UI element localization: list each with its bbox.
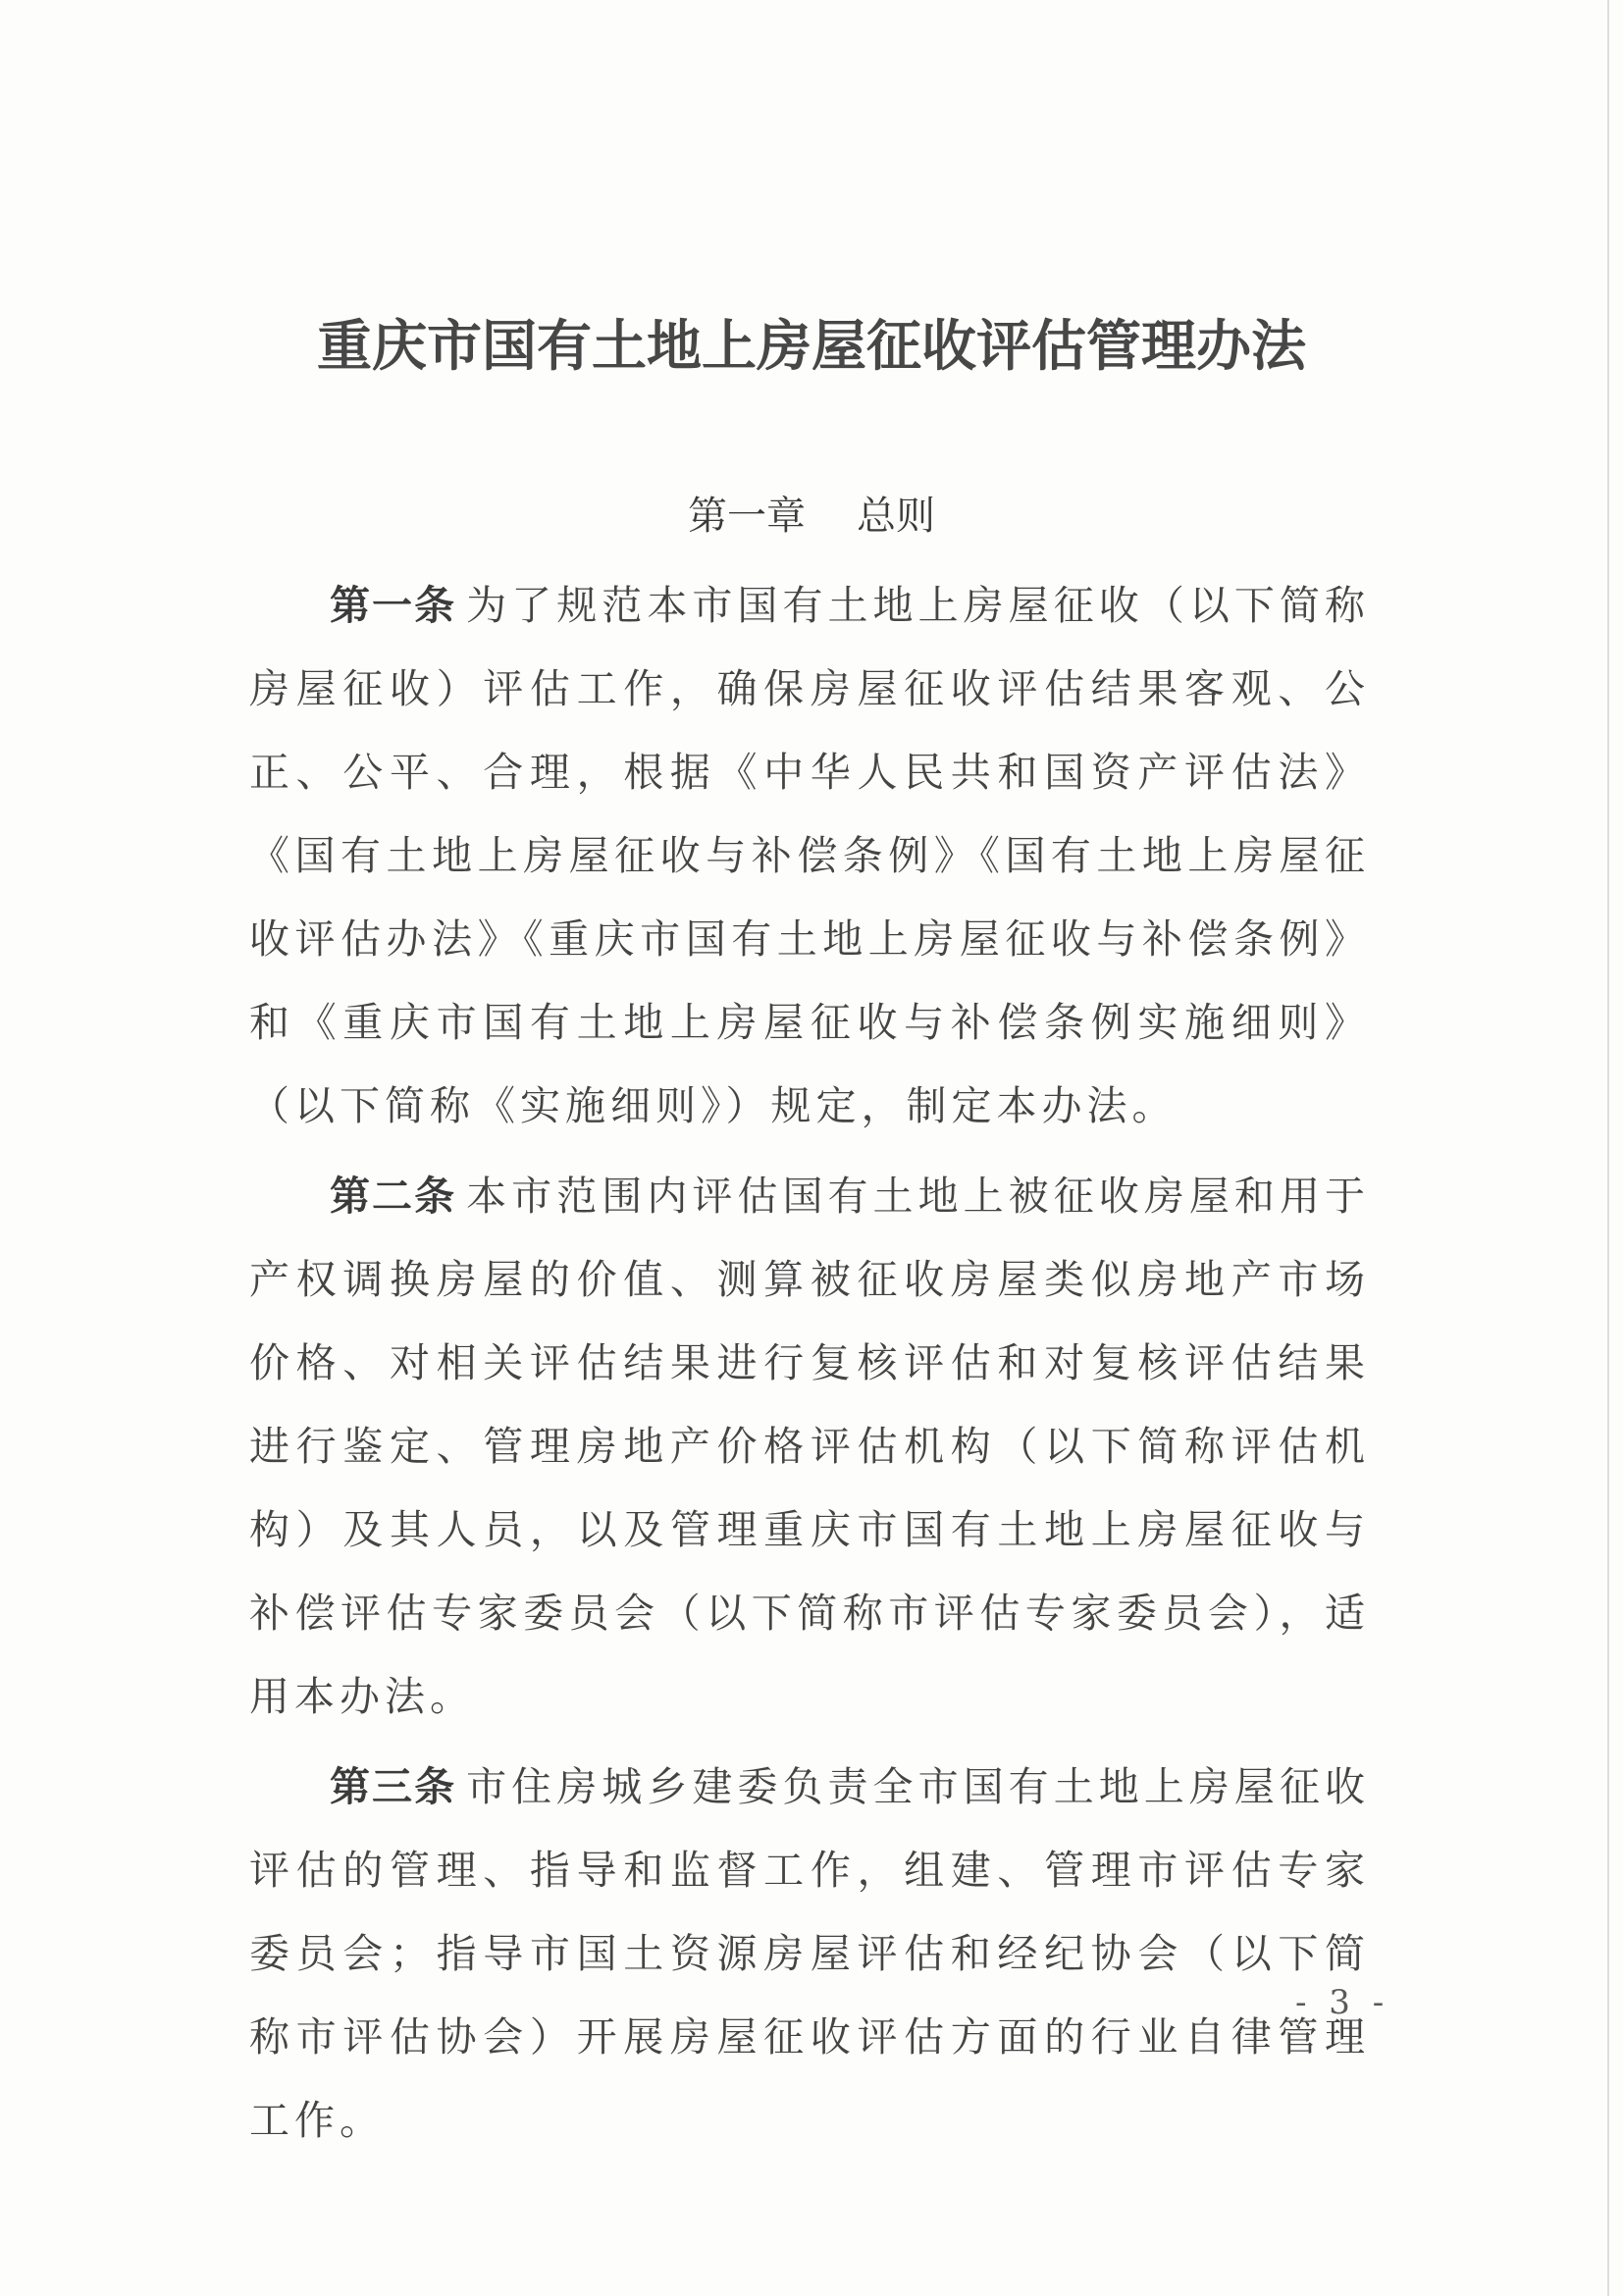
chapter-number: 第一章: [688, 494, 806, 539]
document-body: [249, 564, 1370, 2163]
article-number: 第二条: [330, 1173, 457, 1220]
article-paragraph: [249, 564, 1370, 1148]
article-text: 本市范围内评估国有土地上被征收房屋和用于产权调换房屋的价值、测算被征收房屋类似房地产市场价格、对相关评估结果进行复核评估和对复核评估结果进行鉴定、管理房地产价格评估机构（以下简称评估机构）及其人员，以及管理重庆市国有土地上房屋征收与补偿评估专家委员会（以下简称市评估专家委员会），适用本办法。: [249, 1173, 1371, 1720]
document-title: 重庆市国有土地上房屋征收评估管理办法: [317, 314, 1306, 379]
page-number: - 3 -: [1295, 1983, 1390, 2022]
article-number: 第一条: [330, 582, 457, 629]
article-number: 第三条: [330, 1763, 457, 1810]
article-text: 为了规范本市国有土地上房屋征收（以下简称房屋征收）评估工作，确保房屋征收评估结果客观、公正、公平、合理，根据《中华人民共和国资产评估法》《国有土地上房屋征收与补偿条例》《国有土地上房屋征收评估办法》《重庆市国有土地上房屋征收与补偿条例》和《重庆市国有土地上房屋征收与补偿条例实施细则》（以下简称《实施细则》）规定，制定本办法。: [249, 582, 1371, 1129]
article-text: 市住房城乡建委负责全市国有土地上房屋征收评估的管理、指导和监督工作，组建、管理市评估专家委员会；指导市国土资源房屋评估和经纪协会（以下简称市评估协会）开展房屋征收评估方面的行业自律管理工作。: [249, 1763, 1371, 2144]
article-paragraph: [249, 1746, 1370, 2163]
article-paragraph: [249, 1155, 1370, 1739]
chapter-heading: [0, 489, 1623, 544]
chapter-name: 总则: [857, 494, 935, 539]
